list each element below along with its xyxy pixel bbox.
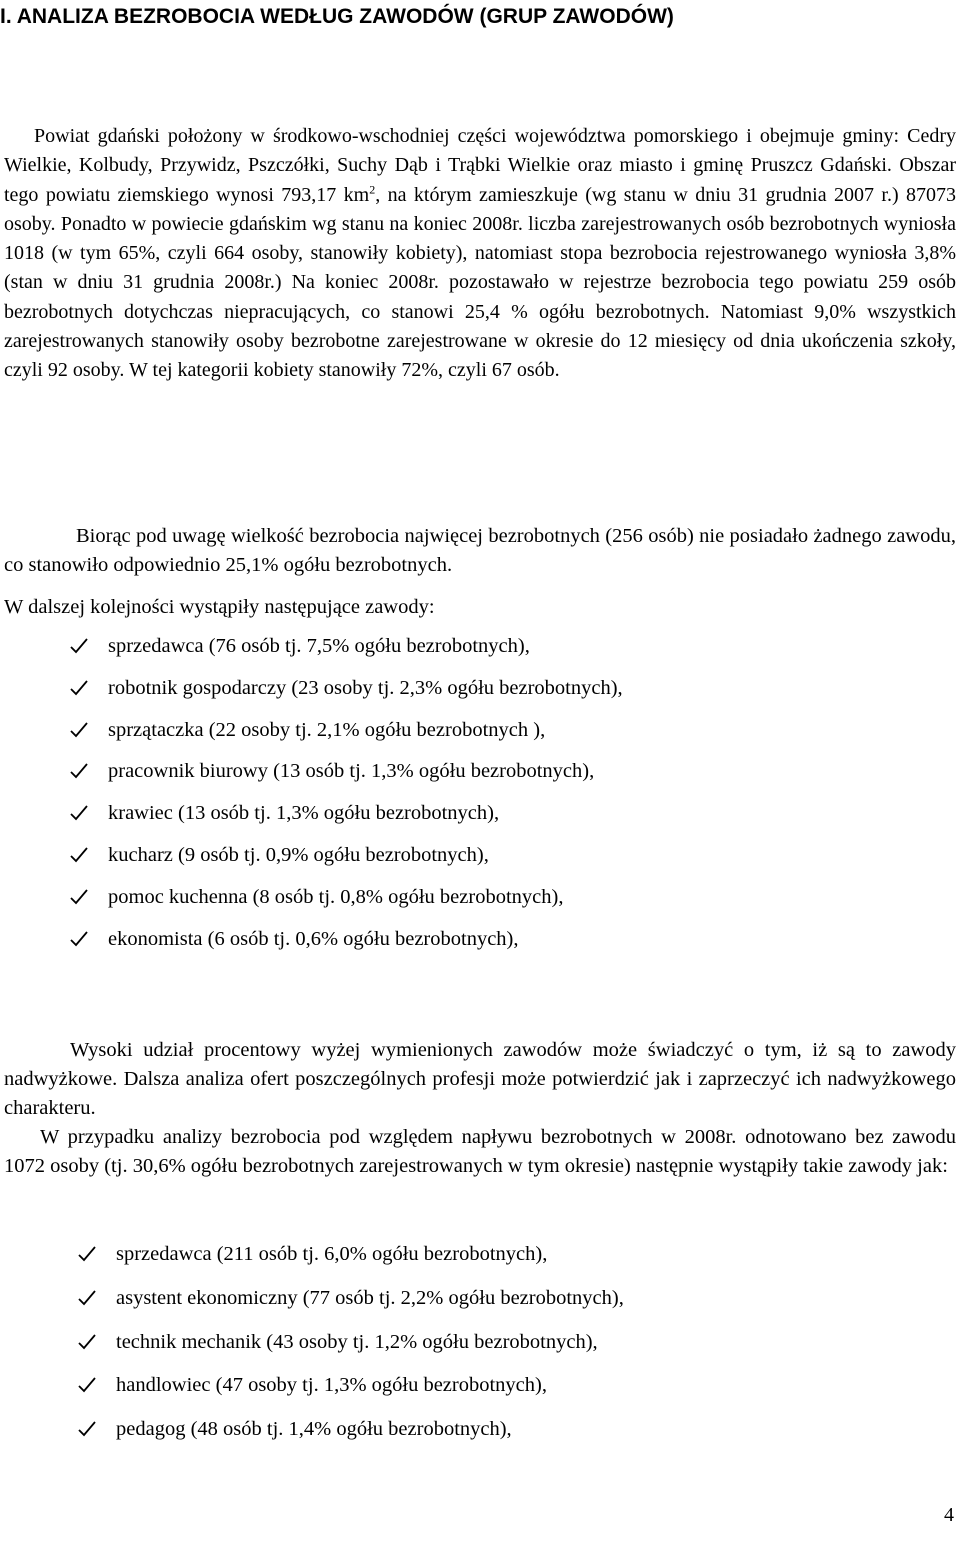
check-icon xyxy=(78,1246,96,1262)
check-icon xyxy=(70,638,88,654)
surplus-professions-paragraph xyxy=(4,1036,956,1123)
check-icon xyxy=(78,1290,96,1306)
page-title: I. ANALIZA BEZROBOCIA WEDŁUG ZAWODÓW (GRUP ZAWODÓW) xyxy=(0,5,674,28)
list-item-text: sprzedawca (211 osób tj. 6,0% ogółu bezrobotnych), xyxy=(116,1243,548,1265)
intro-paragraph xyxy=(4,122,956,386)
list-item-text: krawiec (13 osób tj. 1,3% ogółu bezrobotnych), xyxy=(108,802,500,825)
check-icon xyxy=(78,1377,96,1393)
list-item-text: handlowiec (47 osoby tj. 1,3% ogółu bezrobotnych), xyxy=(116,1374,547,1397)
list-item-text: technik mechanik (43 osoby tj. 1,2% ogółu bezrobotnych), xyxy=(116,1330,598,1353)
check-icon xyxy=(70,722,88,738)
check-icon xyxy=(70,805,88,821)
check-icon xyxy=(78,1421,96,1437)
inflow-analysis-paragraph xyxy=(4,1123,956,1181)
check-icon xyxy=(70,889,88,905)
next-professions-intro: W dalszej kolejności wystąpiły następujące zawody: xyxy=(4,596,435,618)
check-icon xyxy=(70,931,88,947)
check-icon xyxy=(78,1334,96,1350)
list-item-text: pedagog (48 osób tj. 1,4% ogółu bezrobotnych), xyxy=(116,1418,512,1441)
paragraph-text: Wysoki udział procentowy wyżej wymienionych zawodów może świadczyć o tym, iż są to zawody nadwyżkowe. Dalsza analiza ofert poszczególnych profesji może potwierdzić jak i zaprzeczyć ich nadwyżkowego charakteru. xyxy=(4,1039,956,1119)
check-icon xyxy=(70,847,88,863)
unemployment-no-profession-paragraph xyxy=(4,522,956,580)
list-item-text: pracownik biurowy (13 osób tj. 1,3% ogółu bezrobotnych), xyxy=(108,760,595,783)
superscript: 2 xyxy=(369,181,376,196)
page-number: 4 xyxy=(944,1504,954,1526)
intro-text: Powiat gdański położony w środkowo-wschodniej części województwa pomorskiego i obejmuje gminy: Cedry Wielkie, Kolbudy, Przywidz, Pszczółki, Suchy Dąb i Trąbki Wielkie oraz miasto i gminę Pruszcz Gdański. Obszar tego powiatu ziemskiego wynosi 793,17 km xyxy=(4,125,956,206)
list-item-text: robotnik gospodarczy (23 osoby tj. 2,3% ogółu bezrobotnych), xyxy=(108,676,623,699)
list-item-text: kucharz (9 osób tj. 0,9% ogółu bezrobotnych), xyxy=(108,843,489,866)
intro-text-continued: , na którym zamieszkuje (wg stanu w dniu 31 grudnia 2007 r.) 87073 osoby. Ponadto w powiecie gdańskim wg stanu na koniec 2008r. liczba zarejestrowanych osób bezrobotnych wyniosła 1018 (w tym 65%, czyli 664 osoby, stanowiły kobiety), natomiast stopa bezrobocia rejestrowanego wyniosła 3,8% (stan w dniu 31 grudnia 2008r.) Na koniec 2008r. pozostawało w rejestrze bezrobocia tego powiatu 259 osób bezrobotnych dotychczas niepracujących, co stanowi 25,4 % ogółu bezrobotnych. Natomiast 9,0% wszystkich zarejestrowanych stanowiły osoby bezrobotne zarejestrowane w okresie do 12 miesięcy od dnia ukończenia szkoły, czyli 92 osoby. W tej kategorii kobiety stanowiły 72%, czyli 67 osób. xyxy=(4,183,956,382)
list-item-text: pomoc kuchenna (8 osób tj. 0,8% ogółu bezrobotnych), xyxy=(108,885,564,908)
list-item-text: sprzedawca (76 osób tj. 7,5% ogółu bezrobotnych), xyxy=(108,635,530,657)
paragraph-text: Biorąc pod uwagę wielkość bezrobocia najwięcej bezrobotnych (256 osób) nie posiadało żadnego zawodu, co stanowiło odpowiednio 25,1% ogółu bezrobotnych. xyxy=(4,525,956,576)
list-item-text: asystent ekonomiczny (77 osób tj. 2,2% ogółu bezrobotnych), xyxy=(116,1286,624,1309)
list-item-text: ekonomista (6 osób tj. 0,6% ogółu bezrobotnych), xyxy=(108,927,519,950)
check-icon xyxy=(70,680,88,696)
list-item-text: sprzątaczka (22 osoby tj. 2,1% ogółu bezrobotnych ), xyxy=(108,718,546,741)
paragraph-text: W przypadku analizy bezrobocia pod względem napływu bezrobotnych w 2008r. odnotowano bez zawodu 1072 osoby (tj. 30,6% ogółu bezrobotnych zarejestrowanych w tym okresie) następnie wystąpiły takie zawody jak: xyxy=(4,1126,956,1177)
check-icon xyxy=(70,763,88,779)
